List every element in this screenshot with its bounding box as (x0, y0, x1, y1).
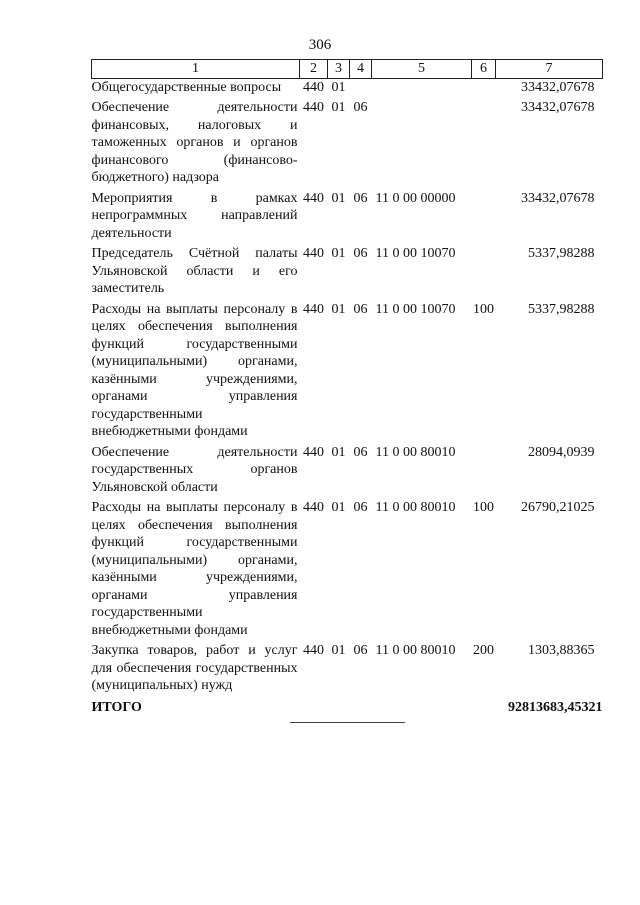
row-section-code: 01 (331, 100, 346, 115)
row-amount: 33432,07678 (521, 79, 595, 95)
row-amount: 1303,88365 (528, 643, 595, 658)
row-expense-type (472, 78, 496, 99)
table-row (92, 301, 603, 444)
row-ministry-code: 440 (303, 246, 324, 261)
row-amount: 5337,98288 (528, 301, 595, 317)
row-name: Расходы на выплаты персоналу в целях обеспечения выполнения функций государственными (муниципальными) органами, казёнными учреждениями, органами управления государственными внебюджетными фондами (91, 301, 298, 439)
row-amount: 26790,21025 (521, 500, 595, 515)
page-number: 306 (308, 37, 332, 53)
row-amount: 33432,07678 (521, 100, 595, 115)
table-row (92, 499, 603, 642)
row-name: Председатель Счётной палаты Ульяновской области и его заместитель (91, 246, 298, 296)
row-ministry-code: 440 (303, 643, 324, 658)
total-amount: 92813683,45321 (508, 699, 603, 715)
footer-divider (290, 722, 405, 723)
row-expense-type (472, 99, 496, 190)
row-expense-type (472, 245, 496, 301)
table-row (92, 245, 603, 301)
row-ministry-code: 440 (303, 301, 324, 317)
column-header-4: 4 (350, 60, 372, 79)
column-header-3: 3 (328, 60, 350, 79)
row-target-article: 11 0 00 10070 (375, 301, 456, 317)
row-name: Общегосударственные вопросы (91, 79, 282, 95)
row-amount: 28094,0939 (528, 444, 595, 460)
budget-table (91, 59, 603, 719)
row-name: Расходы на выплаты персоналу в целях обеспечения выполнения функций государственными (муниципальными) органами, казёнными учреждениями, органами управления государственными внебюджетными фондами (91, 500, 298, 638)
row-subsection-code: 06 (353, 643, 368, 658)
row-name: Мероприятия в рамках непрограммных направлений деятельности (91, 190, 298, 241)
row-target-article (372, 99, 472, 190)
table-row (92, 99, 603, 190)
row-expense-type (472, 444, 496, 500)
row-subsection-code: 06 (353, 500, 368, 515)
column-header-7: 7 (496, 60, 603, 79)
row-target-article: 11 0 00 00000 (375, 190, 456, 206)
row-subsection-code: 06 (353, 100, 368, 115)
row-amount: 33432,07678 (521, 190, 595, 206)
table-row (92, 444, 603, 500)
row-section-code: 01 (331, 500, 346, 515)
row-ministry-code: 440 (303, 500, 324, 515)
row-target-article: 11 0 00 80010 (375, 444, 456, 460)
row-subsection-code: 06 (353, 301, 368, 317)
row-subsection-code: 06 (353, 444, 368, 460)
row-ministry-code: 440 (303, 190, 324, 206)
row-target-article: 11 0 00 80010 (375, 643, 456, 658)
row-name: Обеспечение деятельности финансовых, налоговых и таможенных органов и органов финансового (финансово-бюджетного) надзора (91, 100, 298, 185)
row-section-code: 01 (331, 246, 346, 261)
row-name: Обеспечение деятельности государственных органов Ульяновской области (91, 444, 298, 495)
row-section-code: 01 (331, 643, 346, 658)
row-subsection-code (350, 78, 372, 99)
table-row (92, 642, 603, 698)
row-section-code: 01 (331, 444, 346, 460)
total-label: ИТОГО (91, 699, 142, 715)
row-amount: 5337,98288 (528, 246, 595, 261)
row-section-code: 01 (331, 301, 346, 317)
row-name: Закупка товаров, работ и услуг для обеспечения государственных (муниципальных) нужд (91, 643, 298, 693)
row-expense-type: 100 (473, 500, 494, 515)
row-ministry-code: 440 (303, 100, 324, 115)
table-row (92, 78, 603, 99)
row-target-article (372, 78, 472, 99)
row-expense-type: 200 (473, 643, 494, 658)
total-row (92, 698, 603, 720)
column-header-5: 5 (372, 60, 472, 79)
row-section-code: 01 (331, 190, 346, 206)
column-header-6: 6 (472, 60, 496, 79)
row-subsection-code: 06 (353, 190, 368, 206)
row-expense-type: 100 (473, 301, 494, 317)
row-subsection-code: 06 (353, 246, 368, 261)
column-header-2: 2 (300, 60, 328, 79)
row-expense-type (472, 190, 496, 246)
column-header-1: 1 (92, 60, 300, 79)
row-target-article: 11 0 00 80010 (375, 500, 456, 515)
row-section-code: 01 (331, 79, 346, 95)
row-target-article: 11 0 00 10070 (375, 246, 456, 261)
row-ministry-code: 440 (303, 444, 324, 460)
table-row (92, 190, 603, 246)
row-ministry-code: 440 (303, 79, 324, 95)
table-header-row (92, 60, 603, 79)
